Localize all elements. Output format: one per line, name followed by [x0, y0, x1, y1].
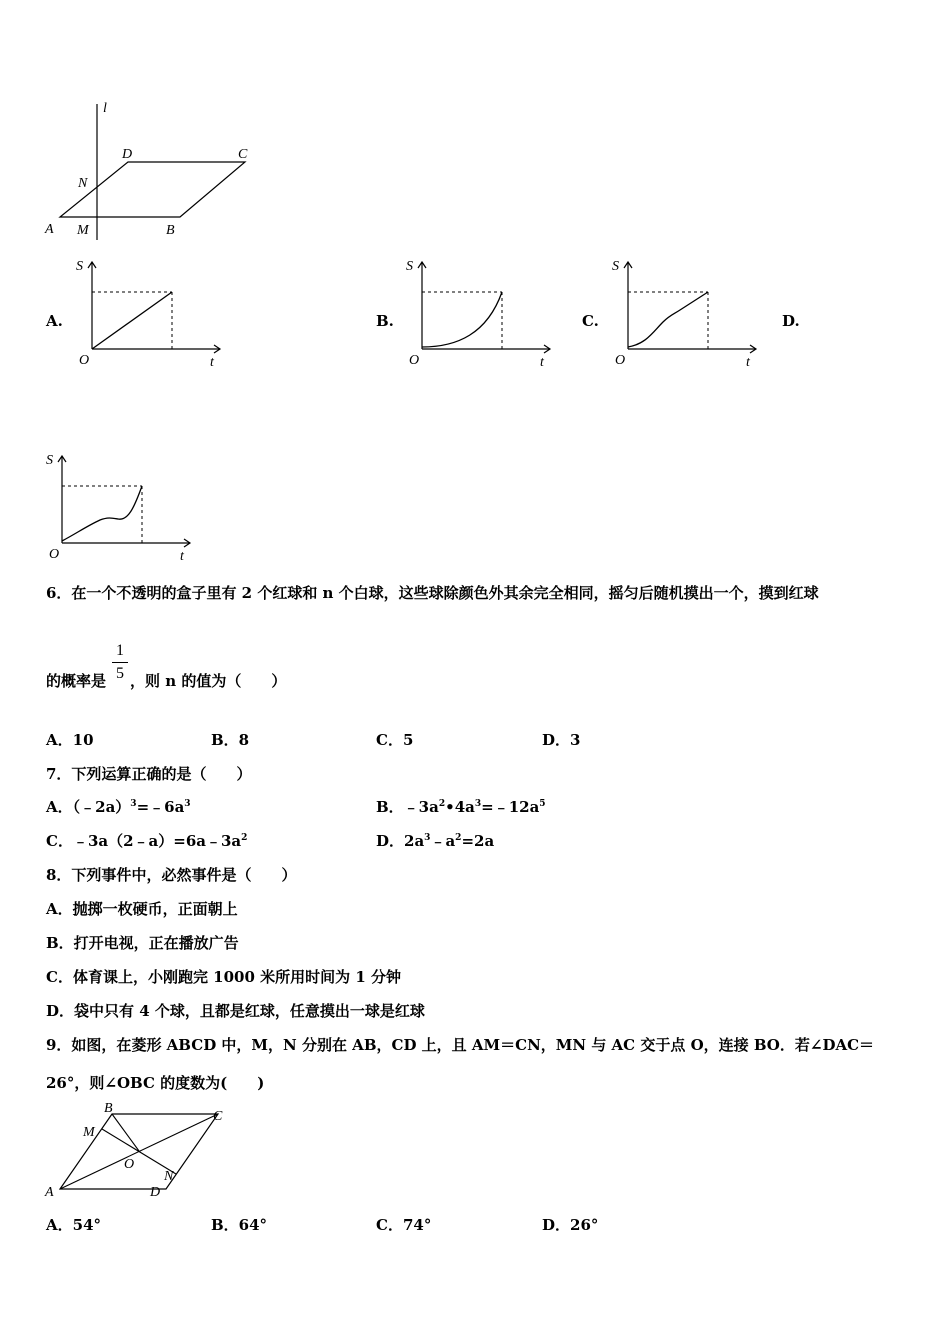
fraction-bar	[112, 662, 128, 663]
axis-s-label: S	[76, 259, 83, 274]
label-B: B	[104, 1101, 113, 1116]
graph-option-C-letter: C.	[582, 312, 599, 330]
graph-D	[42, 448, 202, 568]
q6-line2-suffix: ，则 n 的值为（ ）	[130, 672, 287, 690]
parallelogram-figure	[40, 96, 270, 246]
q6-fraction	[112, 642, 128, 683]
q9-option-b: B．64°	[211, 1216, 268, 1234]
q7-option-c: C．$﹣3a(2﹣a)=6a﹣3a^2$	[46, 832, 248, 850]
axis-t-label: t	[746, 355, 750, 370]
curve-s	[628, 292, 708, 347]
q8-option-a: A．抛掷一枚硬币，正面朝上	[46, 900, 238, 918]
q8-option-b: B．打开电视，正在播放广告	[46, 934, 239, 952]
q6-option-c: C．5	[376, 731, 414, 749]
label-C: C	[213, 1109, 223, 1124]
q6-option-b: B．8	[211, 731, 250, 749]
q6-line2-prefix: 的概率是	[46, 672, 107, 690]
graph-A	[72, 254, 232, 374]
segment-mn	[102, 1129, 176, 1174]
label-D: D	[150, 1185, 161, 1200]
parallelogram-abcd	[60, 162, 245, 217]
q8-option-d: D．袋中只有 4 个球，且都是红球，任意摸出一球是红球	[46, 1002, 425, 1020]
label-D: D	[122, 147, 133, 162]
label-C: C	[238, 147, 248, 162]
q9-option-c: C．74°	[376, 1216, 432, 1234]
label-A: A	[45, 1185, 54, 1200]
axis-t-label: t	[180, 549, 184, 564]
label-N: N	[164, 1169, 174, 1184]
axis-s-label: S	[46, 453, 53, 468]
q6-option-a: A．10	[46, 731, 94, 749]
q6-line1: 6．在一个不透明的盒子里有 2 个红球和 n 个白球，这些球除颜色外其余完全相同，摇匀后随机摸出一个，摸到红球	[46, 584, 819, 602]
axis-t-label: t	[540, 355, 544, 370]
label-A: A	[45, 222, 54, 237]
rhombus-figure	[40, 1098, 240, 1202]
curve-linear	[92, 292, 172, 349]
graph-C	[608, 254, 768, 374]
curve-wave	[62, 486, 142, 541]
q8-option-c: C．体育课上，小刚跑完 1000 米所用时间为 1 分钟	[46, 968, 402, 986]
q9-line1: 9．如图，在菱形 ABCD 中，M，N 分别在 AB，CD 上，且 AM＝CN，MN 与 AC 交于点 O，连接 BO．若∠DAC＝	[46, 1036, 875, 1054]
graph-option-A-letter: A.	[46, 312, 63, 330]
q9-option-a: A．54°	[46, 1216, 102, 1234]
axis-t-label: t	[210, 355, 214, 370]
origin-label: O	[49, 547, 60, 562]
q6-option-d: D．3	[542, 731, 581, 749]
q9-line2: 26°，则∠OBC 的度数为( )	[46, 1074, 265, 1092]
fraction-numerator: 1	[116, 642, 124, 659]
axis-s-label: S	[406, 259, 413, 274]
origin-label: O	[409, 353, 420, 368]
graph-B	[402, 254, 562, 374]
origin-label: O	[615, 353, 626, 368]
q8-stem: 8．下列事件中，必然事件是（ ）	[46, 866, 297, 884]
label-N: N	[78, 176, 88, 191]
axis-s-label: S	[612, 259, 619, 274]
label-O: O	[124, 1157, 135, 1172]
fraction-denominator: 5	[116, 665, 124, 682]
q7-option-b: B．$﹣3a^2•4a^3=﹣12a^5$	[376, 798, 546, 816]
curve-convex	[422, 292, 502, 347]
q7-option-d: D．$2a^3﹣a^2=2a$	[376, 832, 495, 850]
q7-stem: 7．下列运算正确的是（ ）	[46, 765, 252, 783]
label-B: B	[166, 223, 175, 238]
segment-bo	[112, 1114, 139, 1151]
label-M: M	[83, 1125, 95, 1140]
origin-label: O	[79, 353, 90, 368]
label-l: l	[103, 101, 107, 116]
q7-option-a: A．$(﹣2a)^3=﹣6a^3$	[46, 798, 191, 816]
graph-option-D-letter: D.	[782, 312, 800, 330]
graph-option-B-letter: B.	[376, 312, 394, 330]
q9-option-d: D．26°	[542, 1216, 599, 1234]
label-M: M	[77, 223, 89, 238]
